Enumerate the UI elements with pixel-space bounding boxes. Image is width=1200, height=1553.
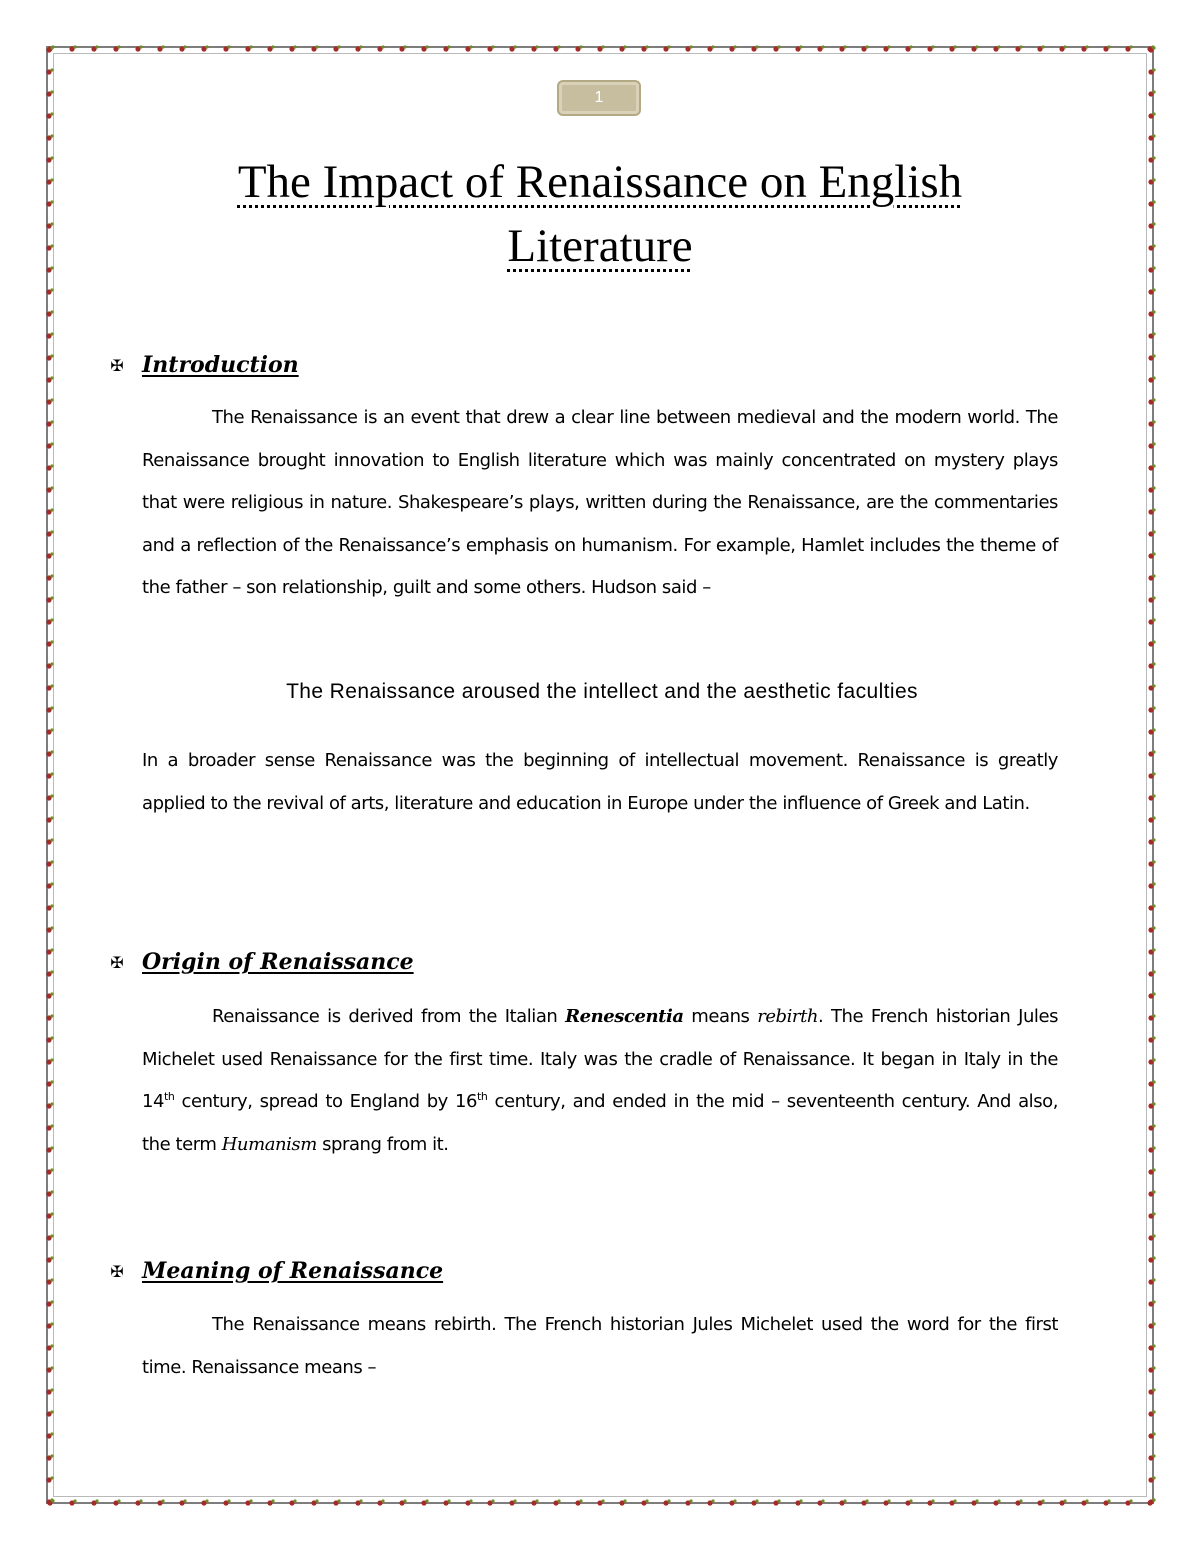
border-flower-icon (883, 45, 890, 51)
border-flower-icon (1081, 45, 1088, 51)
section-heading-origin (106, 949, 414, 975)
border-flower-icon (751, 45, 758, 51)
border-flower-icon (1148, 310, 1155, 316)
border-flower-icon (1148, 1322, 1155, 1328)
border-flower-icon (1148, 508, 1155, 514)
border-flower-icon (135, 45, 142, 51)
border-flower-icon (46, 552, 53, 558)
border-flower-icon (1148, 354, 1155, 360)
border-flower-icon (1148, 970, 1155, 976)
border-flower-icon (465, 45, 472, 51)
paragraph-text: In a broader sense Renaissance was the beginning of intellectual movement. Renaissance is greatly applied to the revival of arts, literature and education in Europe under the influence of Greek and Latin. (142, 750, 1058, 814)
border-flower-icon (1148, 288, 1155, 294)
border-flower-icon (289, 45, 296, 51)
border-flower-icon (1148, 772, 1155, 778)
border-flower-icon (267, 45, 274, 51)
border-flower-icon (355, 1499, 362, 1505)
border-flower-icon (817, 45, 824, 51)
border-flower-icon (1148, 222, 1155, 228)
border-flower-icon (201, 45, 208, 51)
border-flower-icon (1125, 1499, 1132, 1505)
border-flower-icon (685, 1499, 692, 1505)
border-flower-icon (861, 1499, 868, 1505)
border-flower-icon (1148, 420, 1155, 426)
border-flower-icon (1148, 266, 1155, 272)
border-flower-icon (46, 90, 53, 96)
border-flower-icon (1148, 662, 1155, 668)
border-flower-icon (1148, 244, 1155, 250)
border-flower-icon (685, 45, 692, 51)
border-flower-icon (1148, 750, 1155, 756)
border-flower-icon (46, 596, 53, 602)
border-flower-icon (1148, 68, 1155, 74)
border-flower-icon (575, 1499, 582, 1505)
border-flower-icon (1148, 1454, 1155, 1460)
border-flower-icon (1148, 1498, 1155, 1504)
border-flower-icon (531, 1499, 538, 1505)
border-flower-icon (1148, 1410, 1155, 1416)
border-flower-icon (46, 706, 53, 712)
border-flower-icon (443, 1499, 450, 1505)
border-flower-icon (487, 45, 494, 51)
title-text: The Impact of Renaissance on English Literature (237, 156, 963, 272)
border-flower-icon (355, 45, 362, 51)
introduction-paragraph-2 (142, 740, 1058, 825)
paragraph-text: The Renaissance means rebirth. The French historian Jules Michelet used the word for the first time. Renaissance means – (142, 1314, 1058, 1378)
border-flower-icon (751, 1499, 758, 1505)
border-flower-icon (1148, 1388, 1155, 1394)
border-flower-icon (46, 200, 53, 206)
border-flower-icon (1148, 1036, 1155, 1042)
border-flower-icon (795, 1499, 802, 1505)
border-flower-icon (46, 926, 53, 932)
border-flower-icon (707, 45, 714, 51)
border-flower-icon (1037, 1499, 1044, 1505)
border-flower-icon (46, 530, 53, 536)
border-flower-icon (1081, 1499, 1088, 1505)
border-flower-icon (1148, 1168, 1155, 1174)
border-flower-icon (91, 45, 98, 51)
border-flower-icon (1148, 1256, 1155, 1262)
border-flower-icon (333, 45, 340, 51)
border-flower-icon (905, 1499, 912, 1505)
border-flower-icon (46, 1190, 53, 1196)
border-flower-icon (1037, 45, 1044, 51)
border-flower-icon (46, 794, 53, 800)
border-flower-icon (663, 1499, 670, 1505)
border-flower-icon (1148, 882, 1155, 888)
border-flower-icon (46, 618, 53, 624)
border-flower-icon (46, 464, 53, 470)
border-flower-icon (1148, 904, 1155, 910)
border-flower-icon (597, 1499, 604, 1505)
border-flower-icon (46, 1476, 53, 1482)
border-flower-icon (553, 1499, 560, 1505)
border-flower-icon (1148, 684, 1155, 690)
section-heading-meaning (106, 1258, 443, 1284)
border-flower-icon (949, 1499, 956, 1505)
border-flower-icon (1125, 45, 1132, 51)
border-flower-icon (1148, 596, 1155, 602)
border-flower-icon (421, 1499, 428, 1505)
border-flower-icon (46, 772, 53, 778)
border-flower-icon (1148, 574, 1155, 580)
border-flower-icon (46, 1410, 53, 1416)
border-flower-icon (399, 45, 406, 51)
border-flower-icon (46, 574, 53, 580)
border-flower-icon (46, 1080, 53, 1086)
border-flower-icon (46, 860, 53, 866)
border-flower-icon (311, 1499, 318, 1505)
border-flower-icon (487, 1499, 494, 1505)
border-flower-icon (1103, 45, 1110, 51)
border-flower-icon (663, 45, 670, 51)
term-humanism: Humanism (221, 1133, 317, 1155)
border-flower-icon (46, 1300, 53, 1306)
border-flower-icon (597, 45, 604, 51)
border-flower-icon (1148, 1476, 1155, 1482)
border-flower-icon (333, 1499, 340, 1505)
border-flower-icon (641, 1499, 648, 1505)
border-flower-icon (46, 354, 53, 360)
border-flower-icon (509, 45, 516, 51)
border-flower-icon (1148, 464, 1155, 470)
border-flower-icon (1015, 45, 1022, 51)
heading-text: Origin of Renaissance (142, 949, 414, 975)
page-number-badge (557, 80, 641, 116)
border-flower-icon (465, 1499, 472, 1505)
maltese-cross-icon: ✠ (110, 355, 124, 375)
border-flower-icon (245, 45, 252, 51)
border-flower-icon (1148, 618, 1155, 624)
border-flower-icon (46, 992, 53, 998)
border-flower-icon (1148, 530, 1155, 536)
border-flower-icon (46, 1388, 53, 1394)
border-flower-icon (46, 904, 53, 910)
border-flower-icon (707, 1499, 714, 1505)
maltese-cross-icon: ✠ (110, 1261, 124, 1281)
border-flower-icon (46, 1014, 53, 1020)
border-flower-icon (46, 178, 53, 184)
border-flower-icon (1148, 728, 1155, 734)
border-flower-icon (861, 45, 868, 51)
border-flower-icon (927, 45, 934, 51)
border-flower-icon (46, 1322, 53, 1328)
border-flower-icon (1148, 1234, 1155, 1240)
border-flower-icon (883, 1499, 890, 1505)
border-flower-icon (1148, 838, 1155, 844)
border-flower-icon (46, 816, 53, 822)
border-flower-icon (245, 1499, 252, 1505)
border-flower-icon (377, 45, 384, 51)
border-flower-icon (223, 45, 230, 51)
border-flower-icon (729, 1499, 736, 1505)
border-flower-icon (1148, 134, 1155, 140)
border-flower-icon (1059, 1499, 1066, 1505)
border-flower-icon (1148, 1124, 1155, 1130)
border-flower-icon (817, 1499, 824, 1505)
border-flower-icon (46, 1256, 53, 1262)
border-flower-icon (46, 442, 53, 448)
border-flower-icon (531, 45, 538, 51)
border-flower-icon (223, 1499, 230, 1505)
border-flower-icon (1148, 992, 1155, 998)
term-renescentia: Renescentia (565, 1006, 684, 1027)
border-flower-icon (1148, 948, 1155, 954)
border-flower-icon (619, 1499, 626, 1505)
border-flower-icon (135, 1499, 142, 1505)
border-flower-icon (773, 45, 780, 51)
border-flower-icon (91, 1499, 98, 1505)
page-number: 1 (594, 89, 604, 106)
maltese-cross-icon: ✠ (110, 952, 124, 972)
border-flower-icon (421, 45, 428, 51)
border-flower-icon (46, 310, 53, 316)
border-flower-icon (46, 376, 53, 382)
border-flower-icon (1148, 112, 1155, 118)
border-flower-icon (575, 45, 582, 51)
border-flower-icon (1103, 1499, 1110, 1505)
border-flower-icon (46, 1366, 53, 1372)
hudson-quote: The Renaissance aroused the intellect and the aesthetic faculties (286, 680, 918, 703)
origin-paragraph (142, 996, 1058, 1166)
border-flower-icon (267, 1499, 274, 1505)
border-flower-icon (46, 948, 53, 954)
border-flower-icon (46, 1102, 53, 1108)
border-flower-icon (46, 1168, 53, 1174)
border-flower-icon (1148, 200, 1155, 206)
border-flower-icon (46, 332, 53, 338)
border-flower-icon (46, 398, 53, 404)
border-flower-icon (1148, 1278, 1155, 1284)
paragraph-text: Renaissance is derived from the Italian Renescentia means rebirth. The French historian Jules Michelet used Renaissance for the first time. Italy was the cradle of Renaissance. It began in Italy in the 14th century, spread to England by 16th century, and ended in the mid – seventeenth century. And also, the term Humanism sprang from it. (142, 1006, 1059, 1155)
border-flower-icon (46, 838, 53, 844)
border-flower-icon (1148, 706, 1155, 712)
border-flower-icon (69, 1499, 76, 1505)
border-flower-icon (1059, 45, 1066, 51)
border-flower-icon (1148, 1080, 1155, 1086)
border-flower-icon (46, 244, 53, 250)
border-flower-icon (839, 45, 846, 51)
border-flower-icon (553, 45, 560, 51)
border-flower-icon (46, 1498, 53, 1504)
border-flower-icon (1148, 816, 1155, 822)
border-flower-icon (1148, 1344, 1155, 1350)
border-flower-icon (1148, 332, 1155, 338)
border-flower-icon (399, 1499, 406, 1505)
border-flower-icon (46, 640, 53, 646)
border-flower-icon (46, 1212, 53, 1218)
border-flower-icon (773, 1499, 780, 1505)
border-flower-icon (46, 750, 53, 756)
border-flower-icon (113, 45, 120, 51)
border-flower-icon (46, 134, 53, 140)
border-flower-icon (1148, 860, 1155, 866)
border-flower-icon (46, 1234, 53, 1240)
border-flower-icon (839, 1499, 846, 1505)
border-flower-icon (1148, 1102, 1155, 1108)
border-flower-icon (905, 45, 912, 51)
border-flower-icon (993, 45, 1000, 51)
border-flower-icon (1148, 442, 1155, 448)
border-flower-icon (509, 1499, 516, 1505)
border-flower-icon (1148, 156, 1155, 162)
heading-text: Introduction (142, 352, 299, 378)
border-flower-icon (46, 1454, 53, 1460)
term-rebirth: rebirth (757, 1006, 819, 1027)
border-flower-icon (1148, 1146, 1155, 1152)
border-flower-icon (46, 222, 53, 228)
border-flower-icon (927, 1499, 934, 1505)
border-flower-icon (1148, 376, 1155, 382)
border-flower-icon (46, 684, 53, 690)
border-flower-icon (949, 45, 956, 51)
border-flower-icon (46, 266, 53, 272)
border-flower-icon (201, 1499, 208, 1505)
border-flower-icon (1148, 552, 1155, 558)
border-flower-icon (46, 1432, 53, 1438)
border-flower-icon (1148, 1300, 1155, 1306)
border-flower-icon (179, 1499, 186, 1505)
border-flower-icon (1148, 486, 1155, 492)
border-flower-icon (289, 1499, 296, 1505)
border-flower-icon (1148, 1366, 1155, 1372)
border-flower-icon (46, 1058, 53, 1064)
heading-text: Meaning of Renaissance (142, 1258, 444, 1284)
border-flower-icon (1148, 794, 1155, 800)
section-heading-introduction (106, 352, 299, 378)
border-flower-icon (157, 45, 164, 51)
border-flower-icon (46, 882, 53, 888)
border-flower-icon (46, 1146, 53, 1152)
border-flower-icon (729, 45, 736, 51)
introduction-paragraph (142, 397, 1058, 610)
border-flower-icon (157, 1499, 164, 1505)
meaning-paragraph (142, 1304, 1058, 1389)
border-flower-icon (971, 1499, 978, 1505)
border-flower-icon (1148, 926, 1155, 932)
document-title (140, 150, 1060, 278)
border-flower-icon (641, 45, 648, 51)
border-flower-icon (113, 1499, 120, 1505)
border-flower-icon (46, 728, 53, 734)
border-flower-icon (1148, 1058, 1155, 1064)
border-flower-icon (1148, 640, 1155, 646)
border-flower-icon (46, 68, 53, 74)
border-flower-icon (619, 45, 626, 51)
border-flower-icon (46, 662, 53, 668)
border-flower-icon (46, 288, 53, 294)
border-flower-icon (69, 45, 76, 51)
border-flower-icon (795, 45, 802, 51)
border-flower-icon (46, 1124, 53, 1130)
border-flower-icon (46, 112, 53, 118)
border-flower-icon (179, 45, 186, 51)
border-flower-icon (1148, 90, 1155, 96)
border-flower-icon (46, 156, 53, 162)
border-flower-icon (443, 45, 450, 51)
border-flower-icon (971, 45, 978, 51)
border-flower-icon (1148, 178, 1155, 184)
border-flower-icon (1148, 1190, 1155, 1196)
border-flower-icon (993, 1499, 1000, 1505)
border-flower-icon (46, 420, 53, 426)
border-flower-icon (377, 1499, 384, 1505)
border-flower-icon (46, 486, 53, 492)
border-flower-icon (1148, 1432, 1155, 1438)
border-flower-icon (46, 1036, 53, 1042)
border-flower-icon (1148, 1014, 1155, 1020)
paragraph-text: The Renaissance is an event that drew a clear line between medieval and the modern world. The Renaissance brought innovation to English literature which was mainly concentrated on mystery plays that were religious in nature. Shakespeare’s plays, written during the Renaissance, are the commentaries and a reflection of the Renaissance’s emphasis on humanism. For example, Hamlet includes the theme of the father – son relationship, guilt and some others. Hudson said – (142, 407, 1058, 599)
border-flower-icon (46, 508, 53, 514)
border-flower-icon (46, 970, 53, 976)
border-flower-icon (46, 1344, 53, 1350)
border-flower-icon (1015, 1499, 1022, 1505)
border-flower-icon (1148, 398, 1155, 404)
border-flower-icon (311, 45, 318, 51)
border-flower-icon (1148, 1212, 1155, 1218)
border-flower-icon (46, 1278, 53, 1284)
